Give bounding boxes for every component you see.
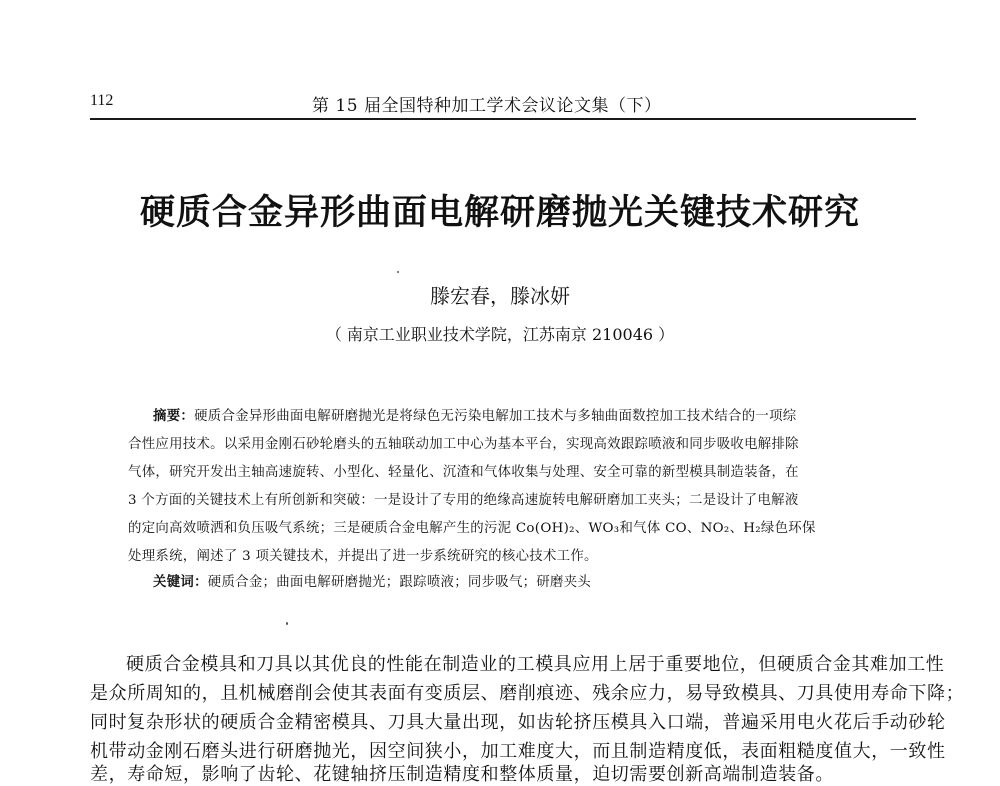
keywords-text: 硬质合金；曲面电解研磨抛光；跟踪喷液；同步吸气；研磨夹头 — [207, 575, 592, 590]
paper-title: 硬质合金异形曲面电解研磨抛光关键技术研究 — [139, 193, 860, 233]
authors: 滕宏春，滕冰妍 — [430, 284, 570, 308]
abstract-line-1 — [153, 405, 796, 424]
affiliation: （ 南京工业职业技术学院，江苏南京 210046 ） — [325, 325, 675, 344]
scan-speck — [286, 622, 288, 625]
abstract-line-5: 的定向高效喷洒和负压吸气系统；三是硬质合金电解产生的污泥 Co(OH)₂、WO₃和气体 CO、NO₂、H₂绿色环保 — [128, 521, 816, 536]
keywords-line — [153, 571, 591, 590]
abstract-label: 摘要： — [153, 409, 195, 424]
body-line-4: 机带动金刚石磨头进行研磨抛光，因空间狭小，加工难度大，而且制造精度低，表面粗糙度值大，一致性 — [90, 741, 946, 762]
body-line-1: 硬质合金模具和刀具以其优良的性能在制造业的工模具应用上居于重要地位，但硬质合金其难加工性 — [126, 654, 945, 675]
abstract-text: 硬质合金异形曲面电解研磨抛光是将绿色无污染电解加工技术与多轴曲面数控加工技术结合的一项综 — [194, 409, 797, 424]
abstract-line-2: 合性应用技术。以采用金刚石砂轮磨头的五轴联动加工中心为基本平台，实现高效跟踪喷液和同步吸收电解排除 — [128, 437, 799, 452]
page-number: 112 — [90, 92, 114, 109]
abstract-line-4: 3 个方面的关键技术上有所创新和突破：一是设计了专用的绝缘高速旋转电解研磨加工夹头；二是设计了电解液 — [128, 493, 799, 508]
abstract-line-6: 处理系统，阐述了 3 项关键技术，并提出了进一步系统研究的核心技术工作。 — [128, 549, 598, 564]
body-line-5: 差，寿命短，影响了齿轮、花键轴挤压制造精度和整体质量，迫切需要创新高端制造装备。 — [90, 764, 834, 785]
keywords-label: 关键词： — [153, 575, 208, 590]
abstract-line-3: 气体，研究开发出主轴高速旋转、小型化、轻量化、沉渣和气体收集与处理、安全可靠的新型模具制造装备，在 — [128, 465, 799, 480]
running-title: 第 15 届全国特种加工学术会议论文集（下） — [312, 96, 662, 116]
body-line-3: 同时复杂形状的硬质合金精密模具、刀具大量出现，如齿轮挤压模具入口端，普遍采用电火花后手动砂轮 — [90, 712, 946, 733]
scan-speck — [397, 271, 399, 273]
header-rule — [90, 118, 916, 120]
body-line-2: 是众所周知的，且机械磨削会使其表面有变质层、磨削痕迹、残余应力，易导致模具、刀具使用寿命下降； — [90, 683, 965, 704]
